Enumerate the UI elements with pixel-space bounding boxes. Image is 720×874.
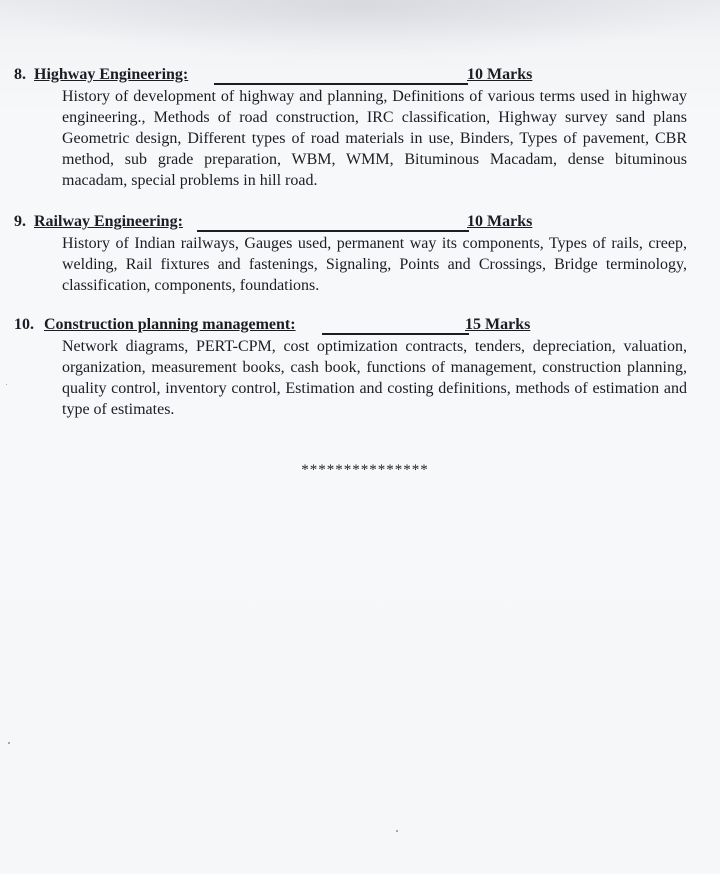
section-number: 8. — [14, 66, 26, 83]
section-marks: 10 Marks — [467, 66, 533, 83]
heading-underline — [197, 230, 469, 232]
section-railway-engineering — [14, 213, 704, 296]
section-marks: 15 Marks — [465, 316, 531, 333]
section-highway-engineering — [14, 66, 704, 191]
section-marks: 10 Marks — [467, 213, 533, 230]
section-title: Construction planning management: — [44, 316, 296, 333]
scan-speck — [8, 742, 10, 744]
heading-underline — [214, 83, 468, 85]
section-title: Railway Engineering: — [34, 213, 183, 230]
section-description: Network diagrams, PERT-CPM, cost optimization contracts, tenders, depreciation, valuation, organization, measurement books, cash book, functions of management, construction planning, quality control, inventory control, Estimation and costing definitions, methods of estimation and type of estimates. — [62, 338, 687, 418]
scan-shadow — [0, 0, 720, 60]
section-heading — [14, 316, 704, 336]
section-title: Highway Engineering: — [34, 66, 189, 83]
section-number: 9. — [14, 213, 26, 230]
section-number: 10. — [14, 316, 34, 333]
section-heading — [14, 66, 704, 86]
section-construction-planning-management — [14, 316, 704, 420]
scan-speck — [6, 384, 7, 385]
section-heading — [14, 213, 704, 233]
section-description: History of development of highway and planning, Definitions of various terms used in highway engineering., Methods of road construction, IRC classification, Highway survey sand plans Geometric design, Different types of road materials in use, Binders, Types of pavement, CBR method, sub grade preparation, WBM, WMM, Bituminous Macadam, dense bituminous macadam, special problems in hill road. — [62, 88, 687, 189]
heading-underline — [322, 333, 469, 335]
section-description: History of Indian railways, Gauges used, permanent way its components, Types of rails, creep, welding, Rail fixtures and fastenings, Signaling, Points and Crossings, Bridge terminology, classification, components, foundations. — [62, 235, 687, 294]
end-of-document-marker: *************** — [301, 462, 429, 478]
scan-speck — [396, 830, 398, 832]
